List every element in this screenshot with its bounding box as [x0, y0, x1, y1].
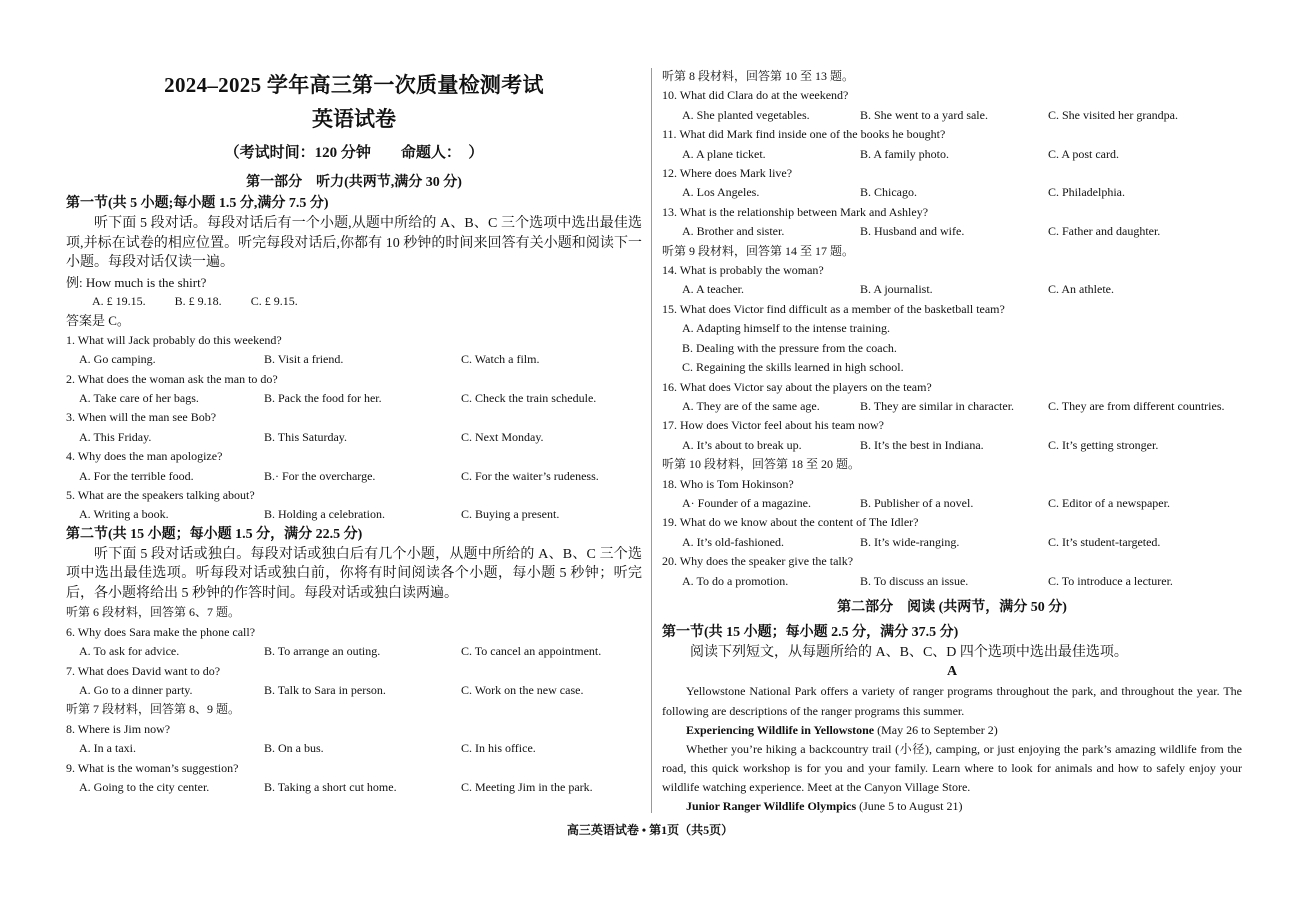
right-column [662, 67, 1242, 816]
question-options [662, 222, 1242, 241]
passage-paragraph-1: Yellowstone National Park offers a variety of ranger programs throughout the park, and throughout the year. The following are descriptions of the ranger programs this summer. [662, 684, 1242, 718]
option-b: B. She went to a yard sale. [860, 107, 988, 122]
part1-sec2-instructions: 听下面 5 段对话或独白。每段对话或独白后有几个小题，从题中所给的 A、B、C 三个选项中选出最佳选项。听每段对话或独白前，你将有时间阅读各个小题，每小题 5 秒钟；听完后，各小题将给出 5 秒钟的作答时间。每段对话或独白读两遍。 [66, 546, 642, 601]
option-c: C. It’s getting stronger. [1048, 437, 1159, 452]
question-3 [66, 408, 642, 447]
option-a: A. They are of the same age. [682, 398, 820, 413]
option-c: C. Father and daughter. [1048, 224, 1161, 239]
option-c: C. Regaining the skills learned in high school. [682, 360, 904, 375]
option-b: B. Dealing with the pressure from the coach. [682, 340, 897, 355]
question-text: 20. Why does the speaker give the talk? [662, 554, 854, 569]
material-9-heading: 听第 9 段材料，回答第 14 至 17 题。 [662, 243, 855, 258]
question-text: 19. What do we know about the content of The Idler? [662, 515, 919, 530]
option-c: C. An athlete. [1048, 282, 1114, 297]
option-a: A. Adapting himself to the intense training. [682, 321, 890, 336]
question-7 [66, 662, 642, 701]
option-b: B. Taking a short cut home. [264, 779, 397, 794]
program-heading-1 [662, 721, 1242, 740]
option-b: B. They are similar in character. [860, 398, 1015, 413]
question-text: 15. What does Victor find difficult as a member of the basketball team? [662, 301, 1005, 316]
question-options [66, 505, 642, 524]
part1-sec1-title: 第一节(共 5 小题;每小题 1.5 分,满分 7.5 分) [66, 196, 329, 211]
option-a: A. This Friday. [79, 429, 152, 444]
column-divider [651, 68, 652, 813]
question-11 [662, 125, 1242, 164]
option-a: A· Founder of a magazine. [682, 495, 811, 510]
option-a: A. She planted vegetables. [682, 107, 810, 122]
question-text: 5. What are the speakers talking about? [66, 487, 255, 502]
option-c: C. Philadelphia. [1048, 185, 1125, 200]
option-b: B. Husband and wife. [860, 224, 965, 239]
page-footer: 高三英语试卷 • 第1页（共5页） [566, 823, 734, 837]
option-a: A. It’s about to break up. [682, 437, 802, 452]
option-b: B. A family photo. [860, 146, 950, 161]
part2-instructions: 阅读下列短文，从每题所给的 A、B、C、D 四个选项中选出最佳选项。 [690, 644, 1128, 660]
question-text: 12. Where does Mark live? [662, 166, 793, 181]
question-19 [662, 513, 1242, 552]
question-options [66, 778, 642, 797]
option-c: C. Meeting Jim in the park. [461, 779, 593, 794]
question-text: 2. What does the woman ask the man to do? [66, 371, 278, 386]
passage-label: A [946, 664, 958, 680]
material-7-heading: 听第 7 段材料，回答第 8、9 题。 [66, 702, 241, 717]
option-c: C. In his office. [461, 741, 536, 756]
example-option-c: C. £ 9.15. [250, 293, 298, 308]
question-options [662, 106, 1242, 125]
program-heading-2-dates: (June 5 to August 21) [856, 799, 963, 814]
passage-paragraph-2: Whether you’re hiking a backcountry trail (小径), camping, or just enjoying the park’s amazing wildlife from the road, this quick workshop is for you and your family. Learn where to look for animals and how to safely enjoy your wildlife watching experience. Meet at the Canyon Village Store. [662, 741, 1242, 794]
option-a: A. For the terrible food. [79, 468, 194, 483]
question-17 [662, 416, 1242, 455]
option-a: A. A teacher. [682, 282, 744, 297]
question-text: 3. When will the man see Bob? [66, 410, 217, 425]
question-9 [66, 759, 642, 798]
question-options [662, 494, 1242, 513]
option-c: C. She visited her grandpa. [1048, 107, 1178, 122]
option-a: A. Writing a book. [79, 507, 169, 522]
material-6-heading: 听第 6 段材料，回答第 6、7 题。 [66, 605, 241, 620]
question-6 [66, 623, 642, 662]
part2-sec1-title: 第一节(共 15 小题；每小题 2.5 分，满分 37.5 分) [662, 624, 959, 640]
option-c: C. Watch a film. [461, 352, 540, 367]
part2-title: 第二部分 阅读 (共两节，满分 50 分) [837, 599, 1067, 615]
question-18 [662, 475, 1242, 514]
question-16 [662, 378, 1242, 417]
option-a: A. Los Angeles. [682, 185, 760, 200]
program-heading-2 [662, 797, 1242, 816]
question-text: 14. What is probably the woman? [662, 263, 824, 278]
question-13 [662, 203, 1242, 242]
question-text: 7. What does David want to do? [66, 663, 221, 678]
option-c: C. They are from different countries. [1048, 398, 1225, 413]
option-b: B. A journalist. [860, 282, 933, 297]
question-1 [66, 331, 642, 370]
part1-sec1-instructions: 听下面 5 段对话。每段对话后有一个小题,从题中所给的 A、B、C 三个选项中选出最佳选项,并标在试卷的相应位置。听完每段对话后,你都有 10 秒钟的时间来回答有关小题和阅读下一小题。每段对话仅读一遍。 [66, 216, 642, 270]
option-b: B. Chicago. [860, 185, 917, 200]
question-text: 18. Who is Tom Hokinson? [662, 476, 794, 491]
question-options [66, 467, 642, 486]
question-options [662, 183, 1242, 202]
question-14 [662, 261, 1242, 300]
left-column [66, 0, 642, 797]
option-c: C. It’s student-targeted. [1048, 534, 1161, 549]
option-b: B. Visit a friend. [264, 352, 344, 367]
option-c: C. To cancel an appointment. [461, 644, 602, 659]
material-10-heading: 听第 10 段材料，回答第 18 至 20 题。 [662, 457, 861, 472]
example-option-a: A. £ 19.15. [92, 293, 146, 308]
question-10 [662, 86, 1242, 125]
option-c: C. Check the train schedule. [461, 390, 597, 405]
option-a: A. Go to a dinner party. [79, 682, 193, 697]
question-options [662, 145, 1242, 164]
question-options [66, 642, 642, 661]
question-options [662, 533, 1242, 552]
question-text: 13. What is the relationship between Mark and Ashley? [662, 204, 929, 219]
option-b: B. On a bus. [264, 741, 324, 756]
question-options [662, 572, 1242, 591]
question-text: 6. Why does Sara make the phone call? [66, 624, 256, 639]
option-b: B. It’s the best in Indiana. [860, 437, 984, 452]
part1-sec2-title: 第二节(共 15 小题；每小题 1.5 分，满分 22.5 分) [66, 526, 363, 542]
question-8 [66, 720, 642, 759]
option-b: B. This Saturday. [264, 429, 347, 444]
option-a: A. Take care of her bags. [79, 390, 199, 405]
option-b: B. Talk to Sara in person. [264, 682, 386, 697]
exam-subtitle: 英语试卷 [312, 107, 396, 131]
option-b: B. Pack the food for her. [264, 390, 382, 405]
question-options [66, 681, 642, 700]
example-answer: 答案是 C。 [66, 313, 130, 329]
question-options [66, 739, 642, 758]
question-text: 10. What did Clara do at the weekend? [662, 88, 849, 103]
question-text: 1. What will Jack probably do this weekend? [66, 332, 282, 347]
question-text: 16. What does Victor say about the players on the team? [662, 379, 932, 394]
option-a: A. A plane ticket. [682, 146, 766, 161]
question-15 [662, 300, 1242, 378]
exam-title: 2024–2025 学年高三第一次质量检测考试 [164, 73, 544, 97]
option-b: B.· For the overcharge. [264, 468, 376, 483]
example-option-b: B. £ 9.18. [174, 293, 222, 308]
question-options [662, 436, 1242, 455]
question-5 [66, 486, 642, 525]
option-a: A. It’s old-fashioned. [682, 534, 784, 549]
option-a: A. To do a promotion. [682, 573, 789, 588]
question-text: 8. Where is Jim now? [66, 721, 171, 736]
question-2 [66, 370, 642, 409]
option-b: B. To discuss an issue. [860, 573, 969, 588]
option-b: B. Holding a celebration. [264, 507, 385, 522]
option-b: B. Publisher of a novel. [860, 495, 974, 510]
program-heading-1-name: Experiencing Wildlife in Yellowstone [686, 722, 875, 737]
program-heading-1-dates: (May 26 to September 2) [874, 722, 998, 737]
option-a: A. To ask for advice. [79, 644, 180, 659]
option-c: C. For the waiter’s rudeness. [461, 468, 599, 483]
question-options [66, 389, 642, 408]
example-options [66, 292, 642, 311]
question-text: 11. What did Mark find inside one of the books he bought? [662, 127, 946, 142]
question-options [662, 280, 1242, 299]
program-heading-2-name: Junior Ranger Wildlife Olympics [686, 799, 857, 814]
option-a: A. Brother and sister. [682, 224, 785, 239]
question-text: 9. What is the woman’s suggestion? [66, 760, 239, 775]
option-c: C. Work on the new case. [461, 682, 584, 697]
option-c: C. Editor of a newspaper. [1048, 495, 1170, 510]
option-c: C. Next Monday. [461, 429, 544, 444]
option-b: B. To arrange an outing. [264, 644, 381, 659]
question-options [66, 350, 642, 369]
example-question: 例: How much is the shirt? [66, 274, 207, 290]
option-a: A. Go camping. [79, 352, 156, 367]
option-c: C. A post card. [1048, 146, 1119, 161]
question-options [66, 428, 642, 447]
question-12 [662, 164, 1242, 203]
option-a: A. Going to the city center. [79, 779, 210, 794]
question-text: 4. Why does the man apologize? [66, 449, 223, 464]
exam-info: （考试时间：120 分钟 命题人： ） [224, 145, 484, 161]
question-text: 17. How does Victor feel about his team now? [662, 418, 885, 433]
option-a: A. In a taxi. [79, 741, 136, 756]
option-b: B. It’s wide-ranging. [860, 534, 960, 549]
part1-title: 第一部分 听力(共两节,满分 30 分) [246, 175, 462, 190]
material-8-heading: 听第 8 段材料，回答第 10 至 13 题。 [662, 69, 855, 83]
option-c: C. To introduce a lecturer. [1048, 573, 1173, 588]
question-20 [662, 552, 1242, 591]
question-4 [66, 447, 642, 486]
option-c: C. Buying a present. [461, 507, 560, 522]
question-options [662, 397, 1242, 416]
